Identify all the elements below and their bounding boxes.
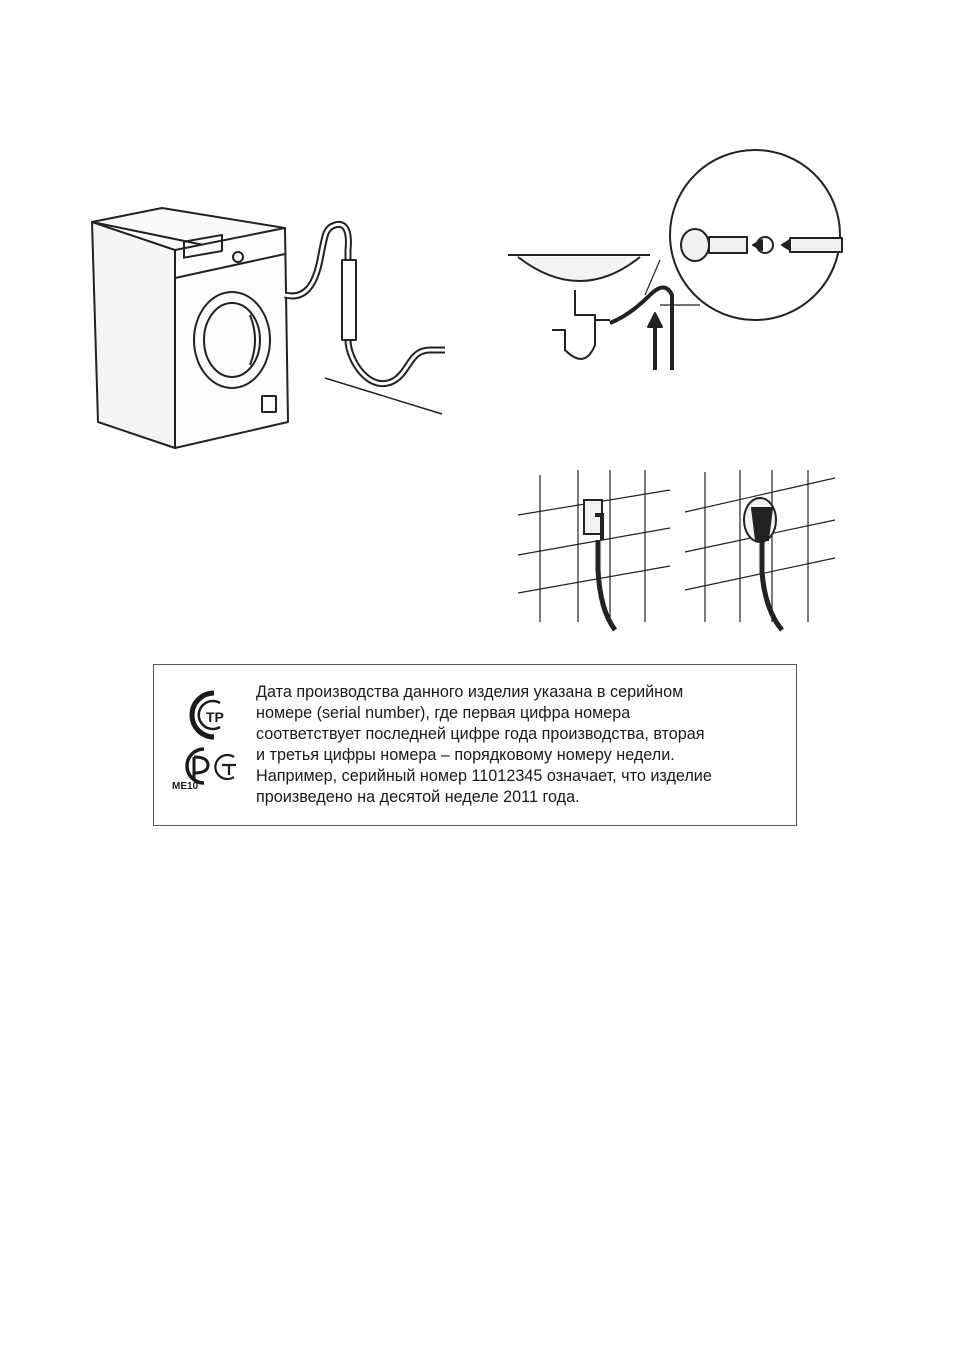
sink-siphon-connection-illustration — [500, 145, 860, 385]
svg-text:ТР: ТР — [206, 709, 224, 725]
notice-line: Например, серийный номер 11012345 означает, что изделие — [256, 767, 712, 785]
notice-line: номере (serial number), где первая цифра номера — [256, 704, 631, 722]
washing-machine-drain-illustration — [80, 190, 450, 460]
notice-text — [256, 682, 786, 808]
notice-line: Дата производства данного изделия указана в серийном — [256, 683, 684, 701]
tr-certification-icon — [192, 693, 224, 737]
wall-drain-connection-illustration — [510, 460, 840, 635]
manufacture-date-notice — [153, 664, 797, 826]
pct-certification-icon — [187, 749, 236, 783]
notice-line: произведено на десятой неделе 2011 года. — [256, 788, 580, 806]
notice-line: и третья цифры номера – порядковому номеру недели. — [256, 746, 675, 764]
certification-code: МЕ10 — [172, 781, 199, 792]
notice-line: соответствует последней цифре года производства, вторая — [256, 725, 705, 743]
certification-marks — [176, 685, 246, 815]
